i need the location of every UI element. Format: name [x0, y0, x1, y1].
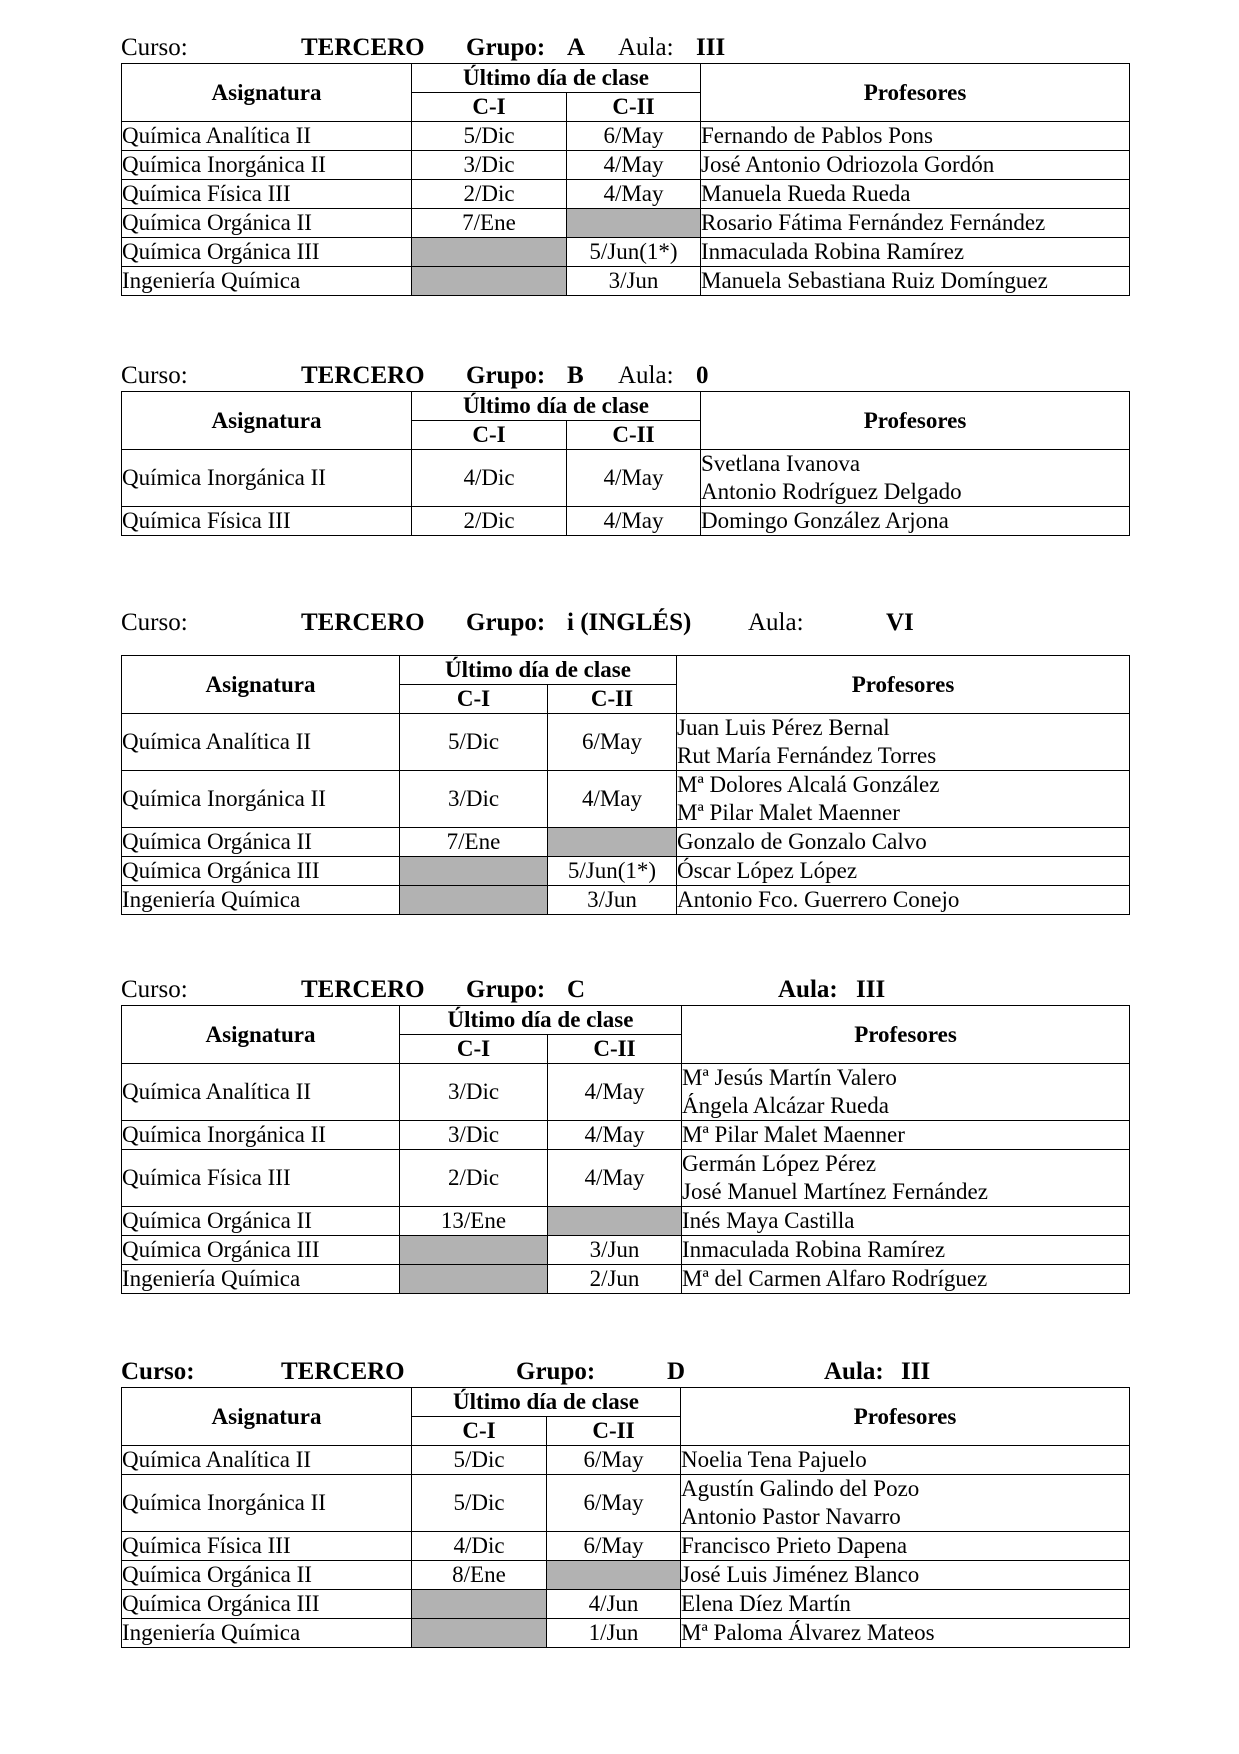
table-row — [122, 151, 1130, 180]
ci-cell-shaded — [412, 238, 567, 267]
schedule-section-d — [121, 1357, 1129, 1648]
curso-value: TERCERO — [301, 609, 425, 636]
profesores-header: Profesores — [682, 1006, 1130, 1064]
profesor-name: Noelia Tena Pajuelo — [681, 1447, 867, 1472]
cii-cell: 6/May — [547, 1446, 681, 1475]
grupo-value: i (INGLÉS) — [567, 609, 692, 636]
table-row — [122, 1207, 1130, 1236]
asignatura-cell: Química Inorgánica II — [122, 771, 400, 828]
asignatura-cell: Ingeniería Química — [122, 1265, 400, 1294]
ci-cell: 5/Dic — [412, 1475, 547, 1532]
table-row — [122, 1236, 1130, 1265]
profesores-cell — [682, 1236, 1130, 1265]
cii-cell: 4/May — [548, 1064, 682, 1121]
cii-cell: 3/Jun — [567, 267, 701, 296]
profesor-name: Manuela Rueda Rueda — [701, 181, 911, 206]
profesor-name: Mª Jesús Martín Valero — [682, 1065, 897, 1090]
grupo-value: A — [567, 34, 586, 61]
asignatura-cell: Química Analítica II — [122, 1446, 412, 1475]
cii-cell: 3/Jun — [548, 1236, 682, 1265]
aula-value: III — [696, 34, 726, 61]
profesores-cell — [677, 857, 1130, 886]
asignatura-header: Asignatura — [122, 656, 400, 714]
table-row — [122, 828, 1130, 857]
ci-cell-shaded — [400, 886, 548, 915]
asignatura-cell: Química Orgánica III — [122, 1236, 400, 1265]
schedule-table — [121, 655, 1130, 915]
profesor-name: Inmaculada Robina Ramírez — [682, 1237, 946, 1262]
table-row — [122, 1446, 1130, 1475]
table-header-row — [122, 392, 1130, 421]
asignatura-cell: Ingeniería Química — [122, 1619, 412, 1648]
table-row — [122, 450, 1130, 507]
asignatura-cell: Química Inorgánica II — [122, 151, 412, 180]
profesor-name: Ángela Alcázar Rueda — [682, 1093, 889, 1118]
ci-cell: 3/Dic — [400, 771, 548, 828]
profesores-cell — [681, 1561, 1130, 1590]
ultimo-dia-header: Último día de clase — [412, 1388, 681, 1417]
asignatura-cell: Química Orgánica II — [122, 1207, 400, 1236]
table-row — [122, 122, 1130, 151]
ci-cell: 13/Ene — [400, 1207, 548, 1236]
profesores-cell — [701, 122, 1130, 151]
cii-cell: 5/Jun(1*) — [548, 857, 677, 886]
cii-header: C-II — [548, 685, 677, 714]
cii-cell: 6/May — [567, 122, 701, 151]
table-row — [122, 1619, 1130, 1648]
schedule-table — [121, 63, 1130, 296]
ultimo-dia-header: Último día de clase — [412, 392, 701, 421]
aula-value: III — [856, 976, 886, 1003]
cii-cell: 6/May — [548, 714, 677, 771]
ci-cell: 2/Dic — [412, 180, 567, 209]
cii-cell: 5/Jun(1*) — [567, 238, 701, 267]
profesor-name: Domingo González Arjona — [701, 508, 949, 533]
schedule-section-c — [121, 975, 1129, 1294]
table-row — [122, 180, 1130, 209]
profesor-name: Francisco Prieto Dapena — [681, 1533, 908, 1558]
profesores-header: Profesores — [677, 656, 1130, 714]
cii-cell: 4/May — [567, 450, 701, 507]
profesores-cell — [682, 1265, 1130, 1294]
table-row — [122, 1064, 1130, 1121]
cii-cell-shaded — [547, 1561, 681, 1590]
ci-cell: 5/Dic — [412, 122, 567, 151]
cii-cell: 4/May — [567, 180, 701, 209]
ci-cell: 4/Dic — [412, 450, 567, 507]
section-heading — [121, 1357, 1129, 1387]
asignatura-header: Asignatura — [122, 64, 412, 122]
profesores-cell — [677, 771, 1130, 828]
profesor-name: Gonzalo de Gonzalo Calvo — [677, 829, 927, 854]
curso-label: Curso: — [121, 609, 188, 636]
curso-label: Curso: — [121, 1358, 195, 1385]
profesores-cell — [677, 714, 1130, 771]
ci-cell: 3/Dic — [400, 1121, 548, 1150]
cii-cell: 6/May — [547, 1475, 681, 1532]
curso-label: Curso: — [121, 362, 188, 389]
profesores-header: Profesores — [701, 64, 1130, 122]
profesores-cell — [681, 1446, 1130, 1475]
cii-cell: 1/Jun — [547, 1619, 681, 1648]
table-row — [122, 1532, 1130, 1561]
profesor-name: Antonio Pastor Navarro — [681, 1504, 901, 1529]
profesor-name: Inmaculada Robina Ramírez — [701, 239, 965, 264]
table-header-row — [122, 656, 1130, 685]
aula-label: Aula: — [748, 609, 804, 636]
ci-header: C-I — [412, 93, 567, 122]
cii-header: C-II — [548, 1035, 682, 1064]
section-heading — [121, 608, 1129, 638]
cii-cell: 4/May — [548, 1121, 682, 1150]
schedule-table — [121, 1005, 1130, 1294]
profesores-cell — [681, 1532, 1130, 1561]
cii-cell: 4/May — [567, 507, 701, 536]
table-row — [122, 1150, 1130, 1207]
profesor-name: Svetlana Ivanova — [701, 451, 861, 476]
cii-cell: 4/May — [548, 771, 677, 828]
ci-header: C-I — [412, 421, 567, 450]
table-row — [122, 886, 1130, 915]
asignatura-cell: Química Física III — [122, 1150, 400, 1207]
profesor-name: Mª Paloma Álvarez Mateos — [681, 1620, 935, 1645]
table-row — [122, 1590, 1130, 1619]
asignatura-cell: Química Física III — [122, 180, 412, 209]
ci-cell: 3/Dic — [400, 1064, 548, 1121]
table-row — [122, 771, 1130, 828]
section-heading — [121, 975, 1129, 1005]
curso-label: Curso: — [121, 34, 188, 61]
profesor-name: José Manuel Martínez Fernández — [682, 1179, 988, 1204]
ci-header: C-I — [412, 1417, 547, 1446]
cii-cell-shaded — [567, 209, 701, 238]
curso-value: TERCERO — [301, 34, 425, 61]
aula-label: Aula: — [618, 34, 674, 61]
cii-cell: 4/May — [548, 1150, 682, 1207]
ci-cell: 8/Ene — [412, 1561, 547, 1590]
asignatura-cell: Química Inorgánica II — [122, 1475, 412, 1532]
ci-cell-shaded — [400, 1236, 548, 1265]
section-heading — [121, 361, 1129, 391]
schedule-section-ingles — [121, 608, 1129, 915]
cii-cell-shaded — [548, 828, 677, 857]
profesores-cell — [701, 267, 1130, 296]
ultimo-dia-header: Último día de clase — [412, 64, 701, 93]
profesor-name: José Luis Jiménez Blanco — [681, 1562, 920, 1587]
grupo-value: C — [567, 976, 586, 1003]
cii-cell: 6/May — [547, 1532, 681, 1561]
cii-header: C-II — [567, 421, 701, 450]
ci-header: C-I — [400, 1035, 548, 1064]
asignatura-cell: Química Orgánica III — [122, 1590, 412, 1619]
table-header-row — [122, 64, 1130, 93]
ci-cell-shaded — [412, 267, 567, 296]
curso-value: TERCERO — [281, 1358, 405, 1385]
asignatura-cell: Química Física III — [122, 1532, 412, 1561]
aula-label: Aula: — [778, 976, 838, 1003]
profesores-cell — [701, 151, 1130, 180]
profesores-cell — [682, 1207, 1130, 1236]
profesor-name: Elena Díez Martín — [681, 1591, 851, 1616]
ci-cell: 7/Ene — [400, 828, 548, 857]
profesor-name: Mª del Carmen Alfaro Rodríguez — [682, 1266, 988, 1291]
asignatura-cell: Química Orgánica II — [122, 209, 412, 238]
ci-cell-shaded — [400, 1265, 548, 1294]
profesor-name: Mª Pilar Malet Maenner — [677, 800, 900, 825]
schedule-section-a — [121, 33, 1129, 296]
profesor-name: Antonio Rodríguez Delgado — [701, 479, 962, 504]
asignatura-header: Asignatura — [122, 1006, 400, 1064]
asignatura-cell: Ingeniería Química — [122, 267, 412, 296]
table-header-row — [122, 1388, 1130, 1417]
table-row — [122, 267, 1130, 296]
profesores-cell — [682, 1150, 1130, 1207]
profesores-header: Profesores — [701, 392, 1130, 450]
profesor-name: Antonio Fco. Guerrero Conejo — [677, 887, 960, 912]
asignatura-header: Asignatura — [122, 392, 412, 450]
profesor-name: Mª Pilar Malet Maenner — [682, 1122, 905, 1147]
profesores-cell — [682, 1121, 1130, 1150]
asignatura-cell: Química Analítica II — [122, 122, 412, 151]
table-row — [122, 209, 1130, 238]
asignatura-cell: Química Orgánica II — [122, 828, 400, 857]
ci-header: C-I — [400, 685, 548, 714]
profesores-cell — [681, 1590, 1130, 1619]
ci-cell: 5/Dic — [400, 714, 548, 771]
table-row — [122, 1121, 1130, 1150]
profesores-cell — [701, 507, 1130, 536]
grupo-label: Grupo: — [466, 609, 546, 636]
profesores-cell — [701, 180, 1130, 209]
curso-value: TERCERO — [301, 976, 425, 1003]
ci-cell: 3/Dic — [412, 151, 567, 180]
profesor-name: Mª Dolores Alcalá González — [677, 772, 940, 797]
ci-cell: 7/Ene — [412, 209, 567, 238]
aula-label: Aula: — [824, 1358, 884, 1385]
cii-cell-shaded — [548, 1207, 682, 1236]
profesor-name: Germán López Pérez — [682, 1151, 877, 1176]
asignatura-header: Asignatura — [122, 1388, 412, 1446]
cii-header: C-II — [547, 1417, 681, 1446]
ci-cell: 4/Dic — [412, 1532, 547, 1561]
table-row — [122, 714, 1130, 771]
cii-cell: 2/Jun — [548, 1265, 682, 1294]
table-header-row — [122, 1006, 1130, 1035]
grupo-label: Grupo: — [466, 34, 546, 61]
ci-cell: 2/Dic — [412, 507, 567, 536]
profesor-name: Inés Maya Castilla — [682, 1208, 855, 1233]
cii-cell: 4/May — [567, 151, 701, 180]
grupo-label: Grupo: — [516, 1358, 596, 1385]
asignatura-cell: Química Analítica II — [122, 1064, 400, 1121]
ci-cell-shaded — [412, 1619, 547, 1648]
profesores-cell — [677, 828, 1130, 857]
asignatura-cell: Química Orgánica III — [122, 857, 400, 886]
asignatura-cell: Química Orgánica III — [122, 238, 412, 267]
profesor-name: Juan Luis Pérez Bernal — [677, 715, 890, 740]
table-row — [122, 857, 1130, 886]
schedule-table — [121, 391, 1130, 536]
profesores-cell — [681, 1619, 1130, 1648]
profesores-cell — [677, 886, 1130, 915]
cii-cell: 4/Jun — [547, 1590, 681, 1619]
cii-header: C-II — [567, 93, 701, 122]
aula-label: Aula: — [618, 362, 674, 389]
profesores-cell — [701, 238, 1130, 267]
profesores-cell — [701, 450, 1130, 507]
profesores-header: Profesores — [681, 1388, 1130, 1446]
ci-cell-shaded — [412, 1590, 547, 1619]
schedule-table — [121, 1387, 1130, 1648]
ci-cell: 2/Dic — [400, 1150, 548, 1207]
asignatura-cell: Química Física III — [122, 507, 412, 536]
asignatura-cell: Química Analítica II — [122, 714, 400, 771]
profesor-name: Rosario Fátima Fernández Fernández — [701, 210, 1046, 235]
table-row — [122, 1561, 1130, 1590]
ultimo-dia-header: Último día de clase — [400, 656, 677, 685]
asignatura-cell: Ingeniería Química — [122, 886, 400, 915]
grupo-label: Grupo: — [466, 976, 546, 1003]
curso-value: TERCERO — [301, 362, 425, 389]
asignatura-cell: Química Inorgánica II — [122, 450, 412, 507]
aula-value: III — [901, 1358, 931, 1385]
profesores-cell — [682, 1064, 1130, 1121]
profesor-name: Manuela Sebastiana Ruiz Domínguez — [701, 268, 1048, 293]
table-row — [122, 1265, 1130, 1294]
asignatura-cell: Química Orgánica II — [122, 1561, 412, 1590]
profesores-cell — [701, 209, 1130, 238]
section-heading — [121, 33, 1129, 63]
profesor-name: Rut María Fernández Torres — [677, 743, 937, 768]
ci-cell: 5/Dic — [412, 1446, 547, 1475]
profesor-name: Agustín Galindo del Pozo — [681, 1476, 920, 1501]
table-row — [122, 1475, 1130, 1532]
schedule-section-b — [121, 361, 1129, 536]
profesores-cell — [681, 1475, 1130, 1532]
grupo-value: D — [667, 1358, 686, 1385]
profesor-name: José Antonio Odriozola Gordón — [701, 152, 995, 177]
ci-cell-shaded — [400, 857, 548, 886]
profesor-name: Fernando de Pablos Pons — [701, 123, 933, 148]
grupo-label: Grupo: — [466, 362, 546, 389]
curso-label: Curso: — [121, 976, 188, 1003]
asignatura-cell: Química Inorgánica II — [122, 1121, 400, 1150]
aula-value: VI — [886, 609, 914, 636]
table-row — [122, 507, 1130, 536]
profesor-name: Óscar López López — [677, 858, 858, 883]
grupo-value: B — [567, 362, 584, 389]
cii-cell: 3/Jun — [548, 886, 677, 915]
ultimo-dia-header: Último día de clase — [400, 1006, 682, 1035]
aula-value: 0 — [696, 362, 709, 389]
table-row — [122, 238, 1130, 267]
